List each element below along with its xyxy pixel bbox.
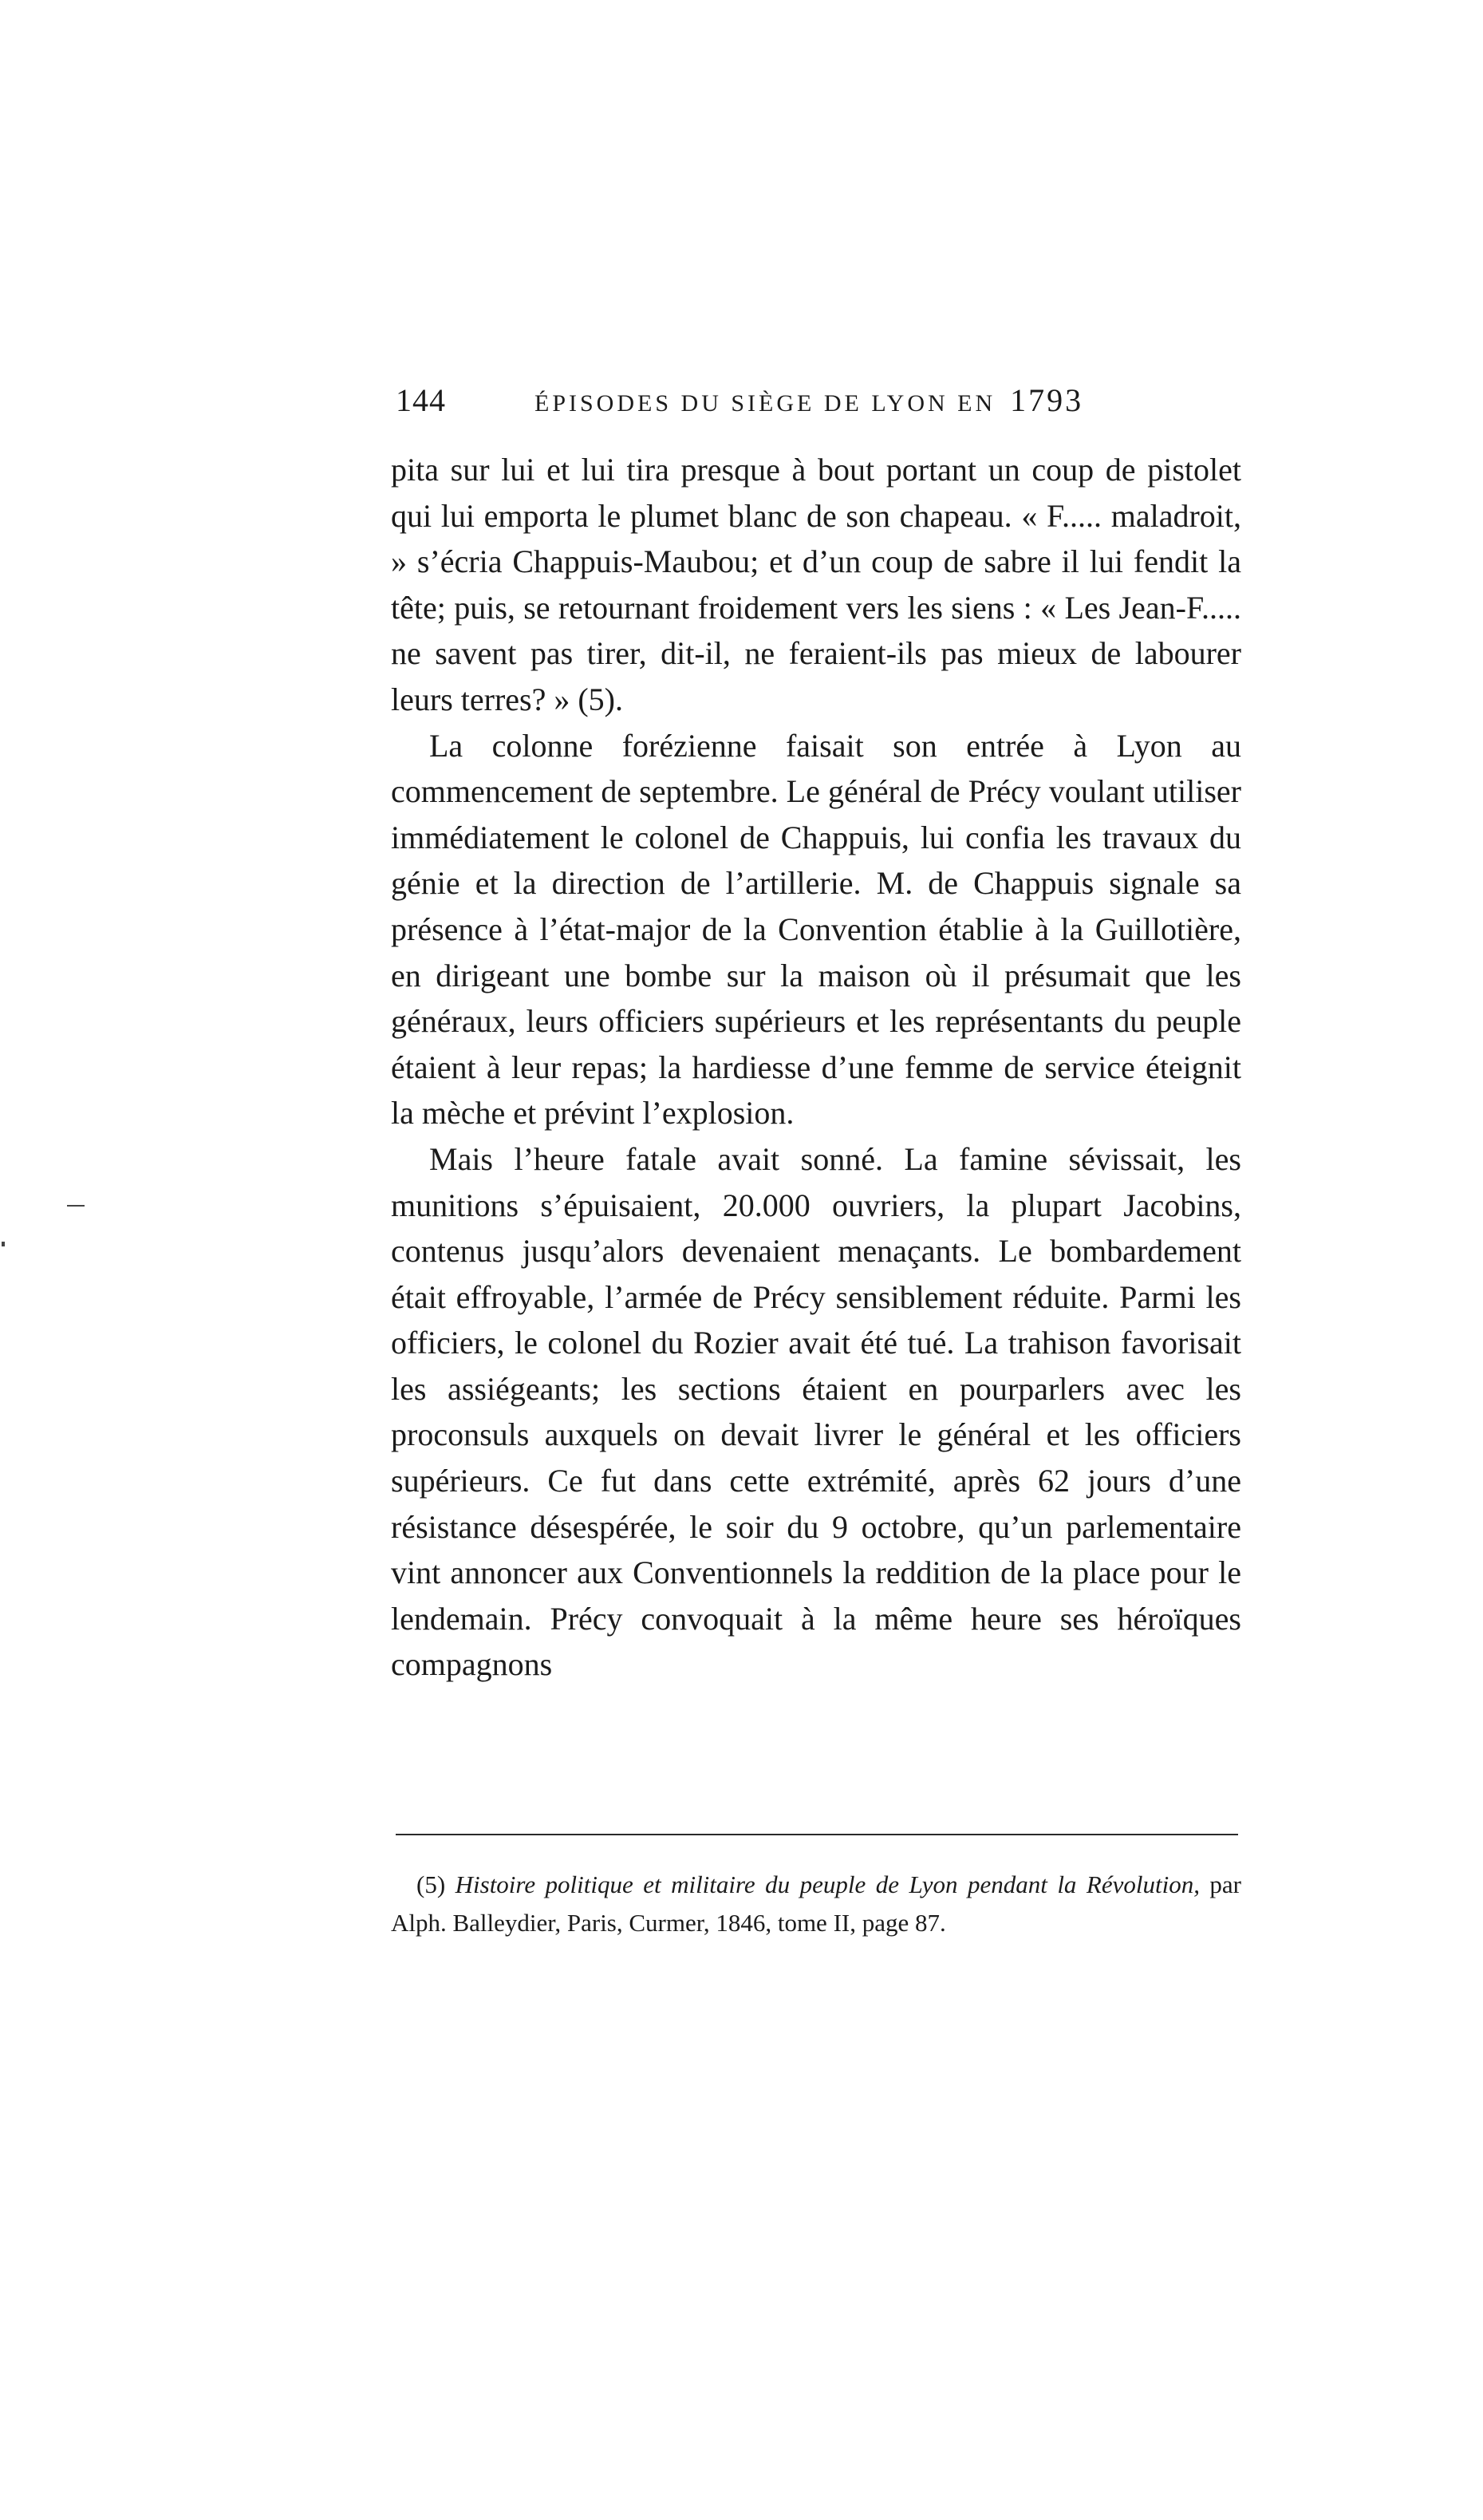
footnote-source-title: Histoire politique et militaire du peuple de Lyon pendant la Révolution, [455,1870,1200,1898]
running-title-year: 1793 [1010,382,1084,418]
footnote-number: (5) [416,1870,446,1898]
body-text [391,447,1241,1688]
paragraph-continued: pita sur lui et lui tira presque à bout portant un coup de pistolet qui lui emporta le plumet blanc de son chapeau. « F..... maladroit, » s’écria Chappuis-Maubou; et d’un coup de sabre il lui fendit la tête; puis, se retournant froidement vers les siens : « Les Jean-F..... ne savent pas tirer, dit-il, ne feraient-ils pas mieux de labourer leurs terres? » (5). [391,452,1241,717]
footnote-divider [396,1834,1238,1835]
running-head [396,381,1241,429]
page-number: 144 [396,382,446,418]
running-title: ÉPISODES DU SIÈGE DE LYON EN [534,390,996,417]
footnote [391,1866,1241,1942]
margin-dash [67,1205,85,1207]
footnote-source-details: par Alph. Balleydier, Paris, Curmer, 1846, tome II, page 87. [391,1870,1241,1937]
paragraph: La colonne forézienne faisait son entrée à Lyon au commencement de septembre. Le général de Précy voulant utiliser immédiatement le colonel de Chappuis, lui confia les travaux du génie et la direction de l’artillerie. M. de Chappuis signale sa présence à l’état-major de la Convention établie à la Guillotière, en dirigeant une bombe sur la maison où il présumait que les généraux, leurs officiers supérieurs et les représentants du peuple étaient à leur repas; la hardiesse d’une femme de service éteignit la mèche et prévint l’explosion. [391,727,1241,1132]
margin-dot [2,1242,5,1246]
paragraph: Mais l’heure fatale avait sonné. La famine sévissait, les munitions s’épuisaient, 20.000 ouvriers, la plupart Jacobins, contenus jusqu’alors devenaient menaçants. Le bombardement était effroyable, l’armée de Précy sensiblement réduite. Parmi les officiers, le colonel du Rozier avait été tué. La trahison favorisait les assiégeants; les sections étaient en pourparlers avec les proconsuls auxquels on devait livrer le général et les officiers supérieurs. Ce fut dans cette extrémité, après 62 jours d’une résistance désespérée, le soir du 9 octobre, qu’un parlementaire vint annoncer aux Conventionnels la reddition de la place pour le lendemain. Précy convoquait à la même heure ses héroïques compagnons [391,1140,1241,1683]
